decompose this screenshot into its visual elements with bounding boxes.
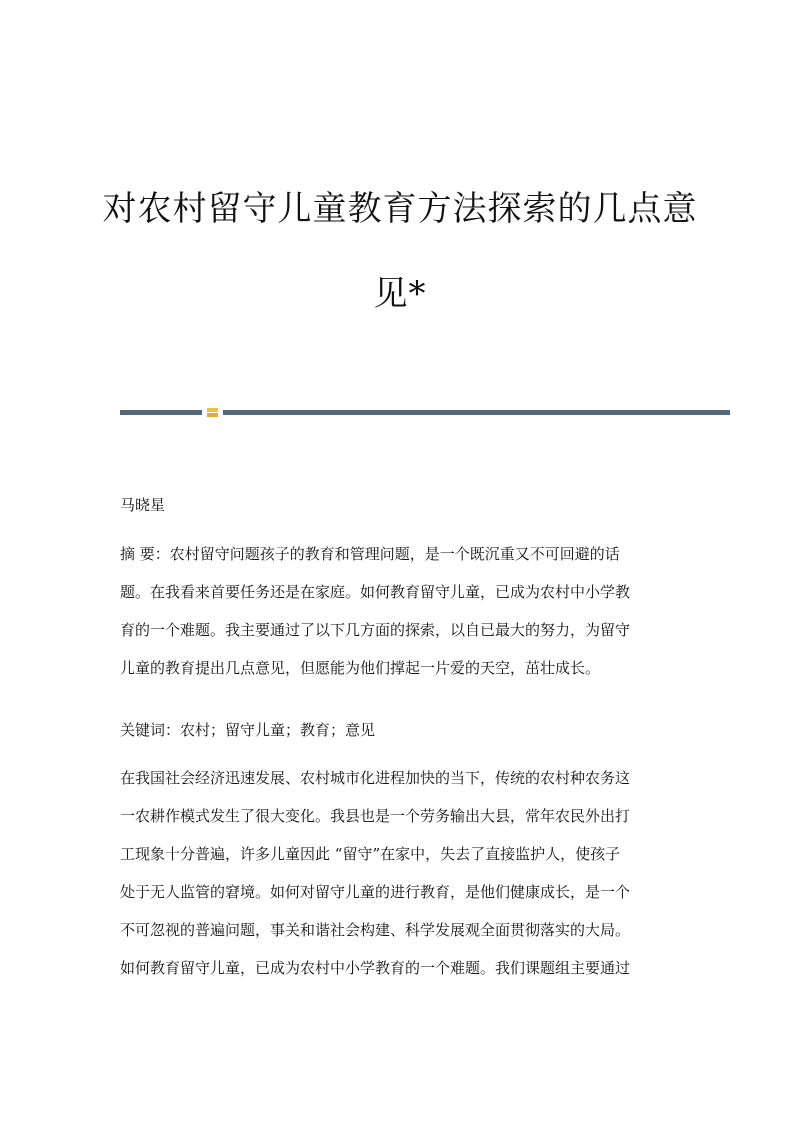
divider-bar-left	[120, 410, 202, 415]
divider-bar-right	[223, 410, 730, 415]
body-line: 如何教育留守儿童，已成为农村中小学教育的一个难题。我们课题组主要通过	[120, 959, 631, 977]
abstract-line: 育的一个难题。我主要通过了以下几方面的探索，以自已最大的努力，为留守	[120, 621, 631, 639]
body-line: 一农耕作模式发生了很大变化。我县也是一个劳务输出大县，常年农民外出打	[120, 807, 631, 825]
abstract-line: 题。在我看来首要任务还是在家庭。如何教育留守儿童，已成为农村中小学教	[120, 583, 631, 601]
author-name: 马晓星	[120, 496, 166, 514]
document-title-line-1: 对农村留守儿童教育方法探索的几点意	[102, 189, 698, 229]
decorative-divider	[120, 407, 730, 417]
body-line: 不可忽视的普遍问题，事关和谐社会构建、科学发展观全面贯彻落实的大局。	[120, 921, 631, 939]
abstract-paragraph	[120, 535, 680, 687]
body-paragraph	[120, 759, 680, 987]
document-title-line-2: 见*	[373, 274, 427, 314]
keywords-line: 关键词：农村；留守儿童；教育；意见	[120, 721, 376, 739]
abstract-line: 摘 要：农村留守问题孩子的教育和管理问题，是一个既沉重又不可回避的话	[120, 545, 620, 563]
body-line: 处于无人监管的窘境。如何对留守儿童的进行教育，是他们健康成长，是一个	[120, 883, 631, 901]
abstract-line: 儿童的教育提出几点意见，但愿能为他们撑起一片爱的天空，茁壮成长。	[120, 659, 601, 677]
body-line: 工现象十分普遍，许多儿童因此 “留守”在家中，失去了直接监护人，使孩子	[120, 845, 621, 863]
body-line: 在我国社会经济迅速发展、农村城市化进程加快的当下，传统的农村种农务这	[120, 769, 631, 787]
divider-marker-icon	[207, 408, 218, 417]
